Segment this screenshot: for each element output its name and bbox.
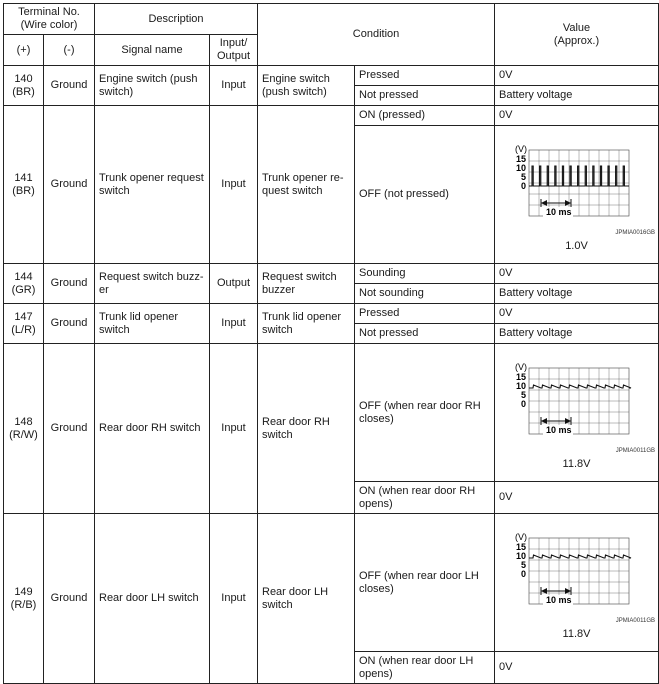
value-cell: Battery voltage bbox=[495, 284, 659, 304]
signal-trace bbox=[529, 555, 631, 558]
terminal-cell bbox=[4, 106, 44, 264]
value-cell: 0V bbox=[495, 66, 659, 86]
plus-header: (+) bbox=[4, 35, 44, 66]
y-unit-label: (V) bbox=[515, 532, 528, 542]
state-cell: Sounding bbox=[355, 264, 495, 284]
y-tick-label: 5 bbox=[521, 560, 527, 570]
terminal-cell bbox=[4, 514, 44, 684]
y-tick-label: 5 bbox=[521, 172, 527, 182]
io-cell: Input bbox=[210, 514, 258, 684]
y-unit-label: (V) bbox=[515, 362, 528, 372]
terminal-cell bbox=[4, 344, 44, 514]
condition-cell: Engine switch (push switch) bbox=[258, 66, 355, 106]
figure-code: JPMIA0011GB bbox=[615, 618, 656, 624]
io-cell: Input bbox=[210, 344, 258, 514]
io-header bbox=[210, 35, 258, 66]
ground-cell: Ground bbox=[44, 304, 95, 344]
y-tick-label: 10 bbox=[516, 381, 527, 391]
y-tick-label: 5 bbox=[521, 390, 527, 400]
value-cell: 0V bbox=[495, 482, 659, 514]
io-cell: Output bbox=[210, 264, 258, 304]
terminal-number: 144 bbox=[14, 270, 33, 283]
waveform-oscilloscope bbox=[499, 524, 657, 628]
value-cell: 0V bbox=[495, 106, 659, 126]
waveform-value-cell bbox=[495, 126, 659, 264]
signal-name-cell: Request switch buzz- er bbox=[95, 264, 210, 304]
io-cell: Input bbox=[210, 106, 258, 264]
ground-cell: Ground bbox=[44, 66, 95, 106]
waveform-value: 11.8V bbox=[562, 458, 591, 470]
terminal-number: 148 bbox=[14, 415, 33, 428]
value-cell: 0V bbox=[495, 652, 659, 684]
y-unit-label: (V) bbox=[515, 144, 528, 154]
terminal-number: 140 bbox=[14, 72, 33, 85]
figure-code: JPMIA0011GB bbox=[615, 448, 656, 454]
state-cell: Not pressed bbox=[355, 86, 495, 106]
io-cell: Input bbox=[210, 304, 258, 344]
ground-cell: Ground bbox=[44, 344, 95, 514]
y-tick-label: 0 bbox=[521, 399, 527, 409]
terminal-cell bbox=[4, 304, 44, 344]
wire-color: (BR) bbox=[12, 184, 35, 197]
output-label: Output bbox=[216, 50, 251, 62]
condition-cell: Rear door LH switch bbox=[258, 514, 355, 684]
state-cell: Pressed bbox=[355, 66, 495, 86]
terminal-number: 149 bbox=[14, 585, 33, 598]
condition-cell: Rear door RH switch bbox=[258, 344, 355, 514]
value-header bbox=[495, 4, 659, 66]
value-label: Value bbox=[562, 21, 591, 34]
terminal-spec-table bbox=[3, 3, 659, 684]
wire-color: (R/B) bbox=[10, 598, 37, 611]
timebase-label: 10 ms bbox=[546, 595, 572, 605]
wire-color: (L/R) bbox=[11, 323, 36, 336]
signal-name-cell: Rear door RH switch bbox=[95, 344, 210, 514]
waveform-value-cell bbox=[495, 514, 659, 652]
signal-name-cell: Trunk lid opener switch bbox=[95, 304, 210, 344]
state-cell: Pressed bbox=[355, 304, 495, 324]
value-cell: 0V bbox=[495, 264, 659, 284]
timebase-label: 10 ms bbox=[546, 207, 572, 217]
state-cell: Not pressed bbox=[355, 324, 495, 344]
table-row bbox=[4, 344, 659, 482]
condition-header: Condition bbox=[258, 4, 495, 66]
condition-cell: Request switch buzzer bbox=[258, 264, 355, 304]
signal-name-cell: Engine switch (push switch) bbox=[95, 66, 210, 106]
signal-name-cell: Rear door LH switch bbox=[95, 514, 210, 684]
value-cell: Battery voltage bbox=[495, 86, 659, 106]
waveform-oscilloscope bbox=[499, 136, 657, 240]
state-cell: Not sounding bbox=[355, 284, 495, 304]
waveform-value: 1.0V bbox=[565, 240, 588, 252]
state-cell: OFF (when rear door RH closes) bbox=[355, 344, 495, 482]
wire-color: (BR) bbox=[12, 85, 35, 98]
state-cell: ON (when rear door RH opens) bbox=[355, 482, 495, 514]
wire-color: (GR) bbox=[11, 283, 36, 296]
terminal-no-header bbox=[4, 4, 95, 35]
y-tick-label: 15 bbox=[516, 154, 527, 164]
ground-cell: Ground bbox=[44, 514, 95, 684]
table-row bbox=[4, 514, 659, 652]
wire-color-label: (Wire color) bbox=[20, 19, 78, 31]
table-row bbox=[4, 264, 659, 284]
table-row bbox=[4, 106, 659, 126]
terminal-number: 147 bbox=[14, 310, 33, 323]
state-cell: OFF (not pressed) bbox=[355, 126, 495, 264]
y-tick-label: 0 bbox=[521, 569, 527, 579]
value-cell: Battery voltage bbox=[495, 324, 659, 344]
terminal-cell bbox=[4, 264, 44, 304]
state-cell: ON (pressed) bbox=[355, 106, 495, 126]
waveform-oscilloscope bbox=[499, 354, 657, 458]
ground-cell: Ground bbox=[44, 106, 95, 264]
terminal-number: 141 bbox=[14, 171, 33, 184]
condition-cell: Trunk lid opener switch bbox=[258, 304, 355, 344]
ground-cell: Ground bbox=[44, 264, 95, 304]
state-cell: OFF (when rear door LH closes) bbox=[355, 514, 495, 652]
terminal-no-label: Terminal No. bbox=[18, 6, 80, 18]
input-label: Input/ bbox=[219, 37, 248, 49]
y-tick-label: 0 bbox=[521, 181, 527, 191]
y-tick-label: 10 bbox=[516, 551, 527, 561]
waveform-value: 11.8V bbox=[562, 628, 591, 640]
signal-trace bbox=[529, 385, 631, 388]
approx-label: (Approx.) bbox=[553, 34, 600, 47]
table-row bbox=[4, 66, 659, 86]
value-cell: 0V bbox=[495, 304, 659, 324]
y-tick-label: 15 bbox=[516, 372, 527, 382]
table-row bbox=[4, 304, 659, 324]
signal-name-header: Signal name bbox=[95, 35, 210, 66]
description-header: Description bbox=[95, 4, 258, 35]
io-cell: Input bbox=[210, 66, 258, 106]
signal-name-cell: Trunk opener request switch bbox=[95, 106, 210, 264]
wire-color: (R/W) bbox=[9, 428, 38, 441]
minus-header: (-) bbox=[44, 35, 95, 66]
terminal-cell bbox=[4, 66, 44, 106]
figure-code: JPMIA0016GB bbox=[615, 230, 656, 236]
state-cell: ON (when rear door LH opens) bbox=[355, 652, 495, 684]
y-tick-label: 10 bbox=[516, 163, 527, 173]
timebase-label: 10 ms bbox=[546, 425, 572, 435]
waveform-value-cell bbox=[495, 344, 659, 482]
y-tick-label: 15 bbox=[516, 542, 527, 552]
condition-cell: Trunk opener re- quest switch bbox=[258, 106, 355, 264]
